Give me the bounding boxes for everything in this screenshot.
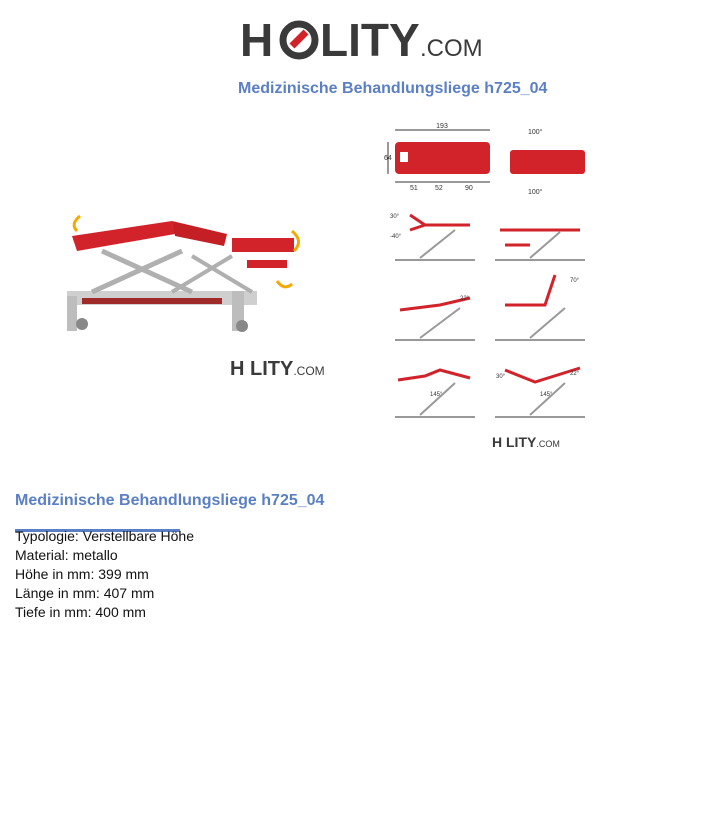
svg-text:H: H (240, 14, 274, 66)
holity-logo[interactable] (240, 10, 485, 70)
angle-h6: 30° (496, 374, 506, 380)
spec-hoehe: Höhe in mm: 399 mm (15, 566, 149, 582)
angle-h3: 22° (460, 296, 470, 302)
angle-h4: 70° (570, 278, 580, 284)
spec-laenge: Länge in mm: 407 mm (15, 585, 155, 601)
angle-h1: 30° (390, 214, 400, 220)
svg-text:.COM: .COM (420, 35, 483, 62)
dim-seg2: 52 (435, 185, 443, 192)
angle-h8: 145° (540, 392, 553, 398)
dim-width: 64 (384, 155, 392, 162)
angle-h7: 22° (570, 371, 580, 377)
spec-list (15, 527, 194, 622)
angle-h5: 145° (430, 392, 443, 398)
angle-h2: -40° (390, 234, 402, 240)
svg-text:LITY: LITY (320, 14, 420, 66)
dim-angle2: 100° (528, 189, 543, 196)
dim-angle1: 100° (528, 129, 543, 136)
dim-length: 193 (436, 123, 448, 130)
holity-logo-small: H LITY.COM (230, 358, 325, 380)
dim-seg3: 90 (465, 185, 473, 192)
holity-logo-diagram: H LITY.COM (492, 434, 560, 450)
dim-seg1: 51 (410, 185, 418, 192)
spec-tiefe: Tiefe in mm: 400 mm (15, 604, 146, 620)
holity-logo-mark (240, 10, 485, 70)
product-heading: Medizinische Behandlungsliege h725_04 (15, 492, 325, 509)
dimension-diagram (380, 120, 610, 460)
spec-typologie: Typologie: Verstellbare Höhe (15, 528, 194, 544)
spec-material: Material: metallo (15, 547, 118, 563)
page-title: Medizinische Behandlungsliege h725_04 (238, 80, 548, 97)
